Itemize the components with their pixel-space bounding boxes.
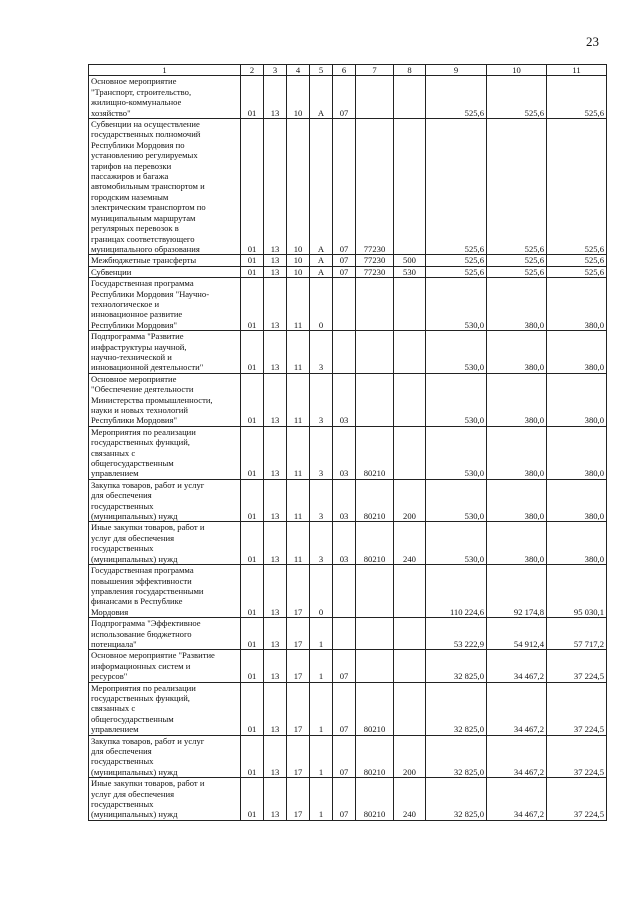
code-cell: 3 [310,522,333,565]
table-row [89,373,607,426]
amount-cell: 380,0 [487,522,547,565]
code-cell: 10 [287,119,310,255]
code-cell [394,426,426,479]
row-name: Основное мероприятие "Развитие информационных систем и ресурсов" [89,650,241,682]
code-cell: 0 [310,278,333,331]
row-name: Подпрограмма "Развитие инфраструктуры научной, научно-технической и инновационной деятельности" [89,331,241,374]
amount-cell: 34 467,2 [487,682,547,735]
code-cell: 1 [310,778,333,821]
code-cell: 13 [264,278,287,331]
code-cell: 80210 [356,522,394,565]
code-cell: А [310,255,333,266]
code-cell: 13 [264,373,287,426]
code-cell [356,565,394,618]
code-cell: 3 [310,426,333,479]
table-row [89,266,607,277]
amount-cell: 57 717,2 [547,618,607,650]
row-name: Иные закупки товаров, работ и услуг для обеспечения государственных (муниципальных) нужд [89,778,241,821]
code-cell: 03 [333,373,356,426]
code-cell: 10 [287,266,310,277]
code-cell [394,373,426,426]
code-cell: 0 [310,565,333,618]
code-cell: 13 [264,682,287,735]
code-cell: 13 [264,426,287,479]
amount-cell: 525,6 [547,76,607,119]
code-cell: 13 [264,650,287,682]
code-cell: 11 [287,479,310,522]
column-header: 11 [547,65,607,76]
code-cell [356,278,394,331]
amount-cell: 380,0 [487,278,547,331]
code-cell: 13 [264,255,287,266]
code-cell: 13 [264,266,287,277]
code-cell: 01 [241,373,264,426]
amount-cell: 34 467,2 [487,735,547,778]
row-name: Государственная программа повышения эффективности управления государственными финансами в Республике Мордовия [89,565,241,618]
code-cell: 17 [287,650,310,682]
code-cell: 3 [310,331,333,374]
code-cell: 240 [394,522,426,565]
amount-cell: 525,6 [426,76,487,119]
column-header: 5 [310,65,333,76]
code-cell: 13 [264,778,287,821]
code-cell: 17 [287,565,310,618]
code-cell: 200 [394,735,426,778]
column-header: 1 [89,65,241,76]
code-cell: 01 [241,255,264,266]
code-cell [333,565,356,618]
code-cell: 01 [241,331,264,374]
amount-cell: 525,6 [426,266,487,277]
amount-cell: 32 825,0 [426,735,487,778]
amount-cell: 525,6 [487,255,547,266]
table-row [89,426,607,479]
amount-cell: 54 912,4 [487,618,547,650]
code-cell: 17 [287,735,310,778]
column-header: 3 [264,65,287,76]
code-cell: 77230 [356,255,394,266]
code-cell: 80210 [356,426,394,479]
code-cell [394,618,426,650]
amount-cell: 530,0 [426,522,487,565]
amount-cell: 530,0 [426,426,487,479]
row-name: Закупка товаров, работ и услуг для обеспечения государственных (муниципальных) нужд [89,735,241,778]
amount-cell: 32 825,0 [426,778,487,821]
code-cell [394,331,426,374]
code-cell [394,650,426,682]
code-cell: 3 [310,479,333,522]
code-cell: 13 [264,331,287,374]
code-cell: 01 [241,565,264,618]
code-cell: 500 [394,255,426,266]
code-cell [356,331,394,374]
amount-cell: 37 224,5 [547,735,607,778]
amount-cell: 530,0 [426,278,487,331]
table-row [89,565,607,618]
code-cell: 07 [333,778,356,821]
code-cell: 01 [241,522,264,565]
code-cell: 01 [241,119,264,255]
page-number: 23 [586,34,599,49]
code-cell [394,76,426,119]
code-cell: 80210 [356,682,394,735]
code-cell: 07 [333,682,356,735]
amount-cell: 530,0 [426,331,487,374]
code-cell: 01 [241,650,264,682]
row-name: Межбюджетные трансферты [89,255,241,266]
column-header: 2 [241,65,264,76]
row-name: Основное мероприятие "Обеспечение деятельности Министерства промышленности, науки и новых технологий Республики Мордовия" [89,373,241,426]
amount-cell: 525,6 [426,119,487,255]
budget-table [88,64,607,821]
amount-cell: 380,0 [487,331,547,374]
table-row [89,119,607,255]
code-cell [356,373,394,426]
table-header-row [89,65,607,76]
table-row [89,682,607,735]
amount-cell: 380,0 [547,331,607,374]
amount-cell: 32 825,0 [426,682,487,735]
table-row [89,778,607,821]
code-cell: 01 [241,278,264,331]
amount-cell: 95 030,1 [547,565,607,618]
amount-cell: 530,0 [426,373,487,426]
amount-cell: 525,6 [487,76,547,119]
code-cell [356,650,394,682]
table-row [89,522,607,565]
code-cell: 17 [287,618,310,650]
amount-cell: 380,0 [547,479,607,522]
column-header: 8 [394,65,426,76]
code-cell: 11 [287,426,310,479]
code-cell [333,278,356,331]
code-cell: А [310,266,333,277]
column-header: 4 [287,65,310,76]
code-cell: 13 [264,735,287,778]
code-cell: 03 [333,522,356,565]
code-cell: 11 [287,522,310,565]
table-row [89,650,607,682]
table-row [89,255,607,266]
row-name: Основное мероприятие "Транспорт, строительство, жилищно-коммунальное хозяйство" [89,76,241,119]
amount-cell: 525,6 [547,255,607,266]
code-cell: 11 [287,278,310,331]
table-row [89,331,607,374]
code-cell: 07 [333,119,356,255]
code-cell: А [310,119,333,255]
row-name: Закупка товаров, работ и услуг для обеспечения государственных (муниципальных) нужд [89,479,241,522]
code-cell: 07 [333,255,356,266]
table-row [89,479,607,522]
row-name: Иные закупки товаров, работ и услуг для обеспечения государственных (муниципальных) нужд [89,522,241,565]
code-cell [333,331,356,374]
code-cell: 13 [264,565,287,618]
code-cell: 13 [264,119,287,255]
amount-cell: 37 224,5 [547,778,607,821]
code-cell: 530 [394,266,426,277]
code-cell: 13 [264,618,287,650]
amount-cell: 37 224,5 [547,650,607,682]
row-name: Подпрограмма "Эффективное использование бюджетного потенциала" [89,618,241,650]
code-cell: 200 [394,479,426,522]
amount-cell: 32 825,0 [426,650,487,682]
code-cell: 77230 [356,266,394,277]
amount-cell: 380,0 [487,373,547,426]
row-name: Мероприятия по реализации государственных функций, связанных с общегосударственным управлением [89,426,241,479]
code-cell: 13 [264,522,287,565]
code-cell: 17 [287,778,310,821]
amount-cell: 380,0 [547,373,607,426]
amount-cell: 525,6 [487,266,547,277]
amount-cell: 525,6 [547,119,607,255]
code-cell: 01 [241,735,264,778]
code-cell: 01 [241,266,264,277]
code-cell: 80210 [356,479,394,522]
code-cell: 13 [264,76,287,119]
code-cell [394,119,426,255]
amount-cell: 380,0 [547,278,607,331]
code-cell: 07 [333,650,356,682]
code-cell [356,618,394,650]
code-cell: 10 [287,255,310,266]
code-cell: 80210 [356,735,394,778]
code-cell [333,618,356,650]
amount-cell: 380,0 [547,426,607,479]
code-cell: 1 [310,650,333,682]
table-row [89,278,607,331]
code-cell: 1 [310,618,333,650]
amount-cell: 525,6 [426,255,487,266]
amount-cell: 380,0 [487,479,547,522]
code-cell [356,76,394,119]
row-name: Субвенции [89,266,241,277]
amount-cell: 530,0 [426,479,487,522]
row-name: Государственная программа Республики Мордовия "Научно- технологическое и инновационное развитие Республики Мордовия" [89,278,241,331]
amount-cell: 34 467,2 [487,778,547,821]
amount-cell: 53 222,9 [426,618,487,650]
code-cell: 03 [333,426,356,479]
code-cell: 01 [241,618,264,650]
row-name: Субвенции на осуществление государственных полномочий Республики Мордовия по установлению регулируемых тарифов на перевозки пассажиров и багажа автомобильным транспортом и городским наземным электрическим транспортом по муниципальным маршрутам регулярных перевозок в границах соответствующего муниципального образования [89,119,241,255]
code-cell: 11 [287,373,310,426]
code-cell: 1 [310,735,333,778]
amount-cell: 525,6 [547,266,607,277]
row-name: Мероприятия по реализации государственных функций, связанных с общегосударственным управлением [89,682,241,735]
code-cell: 80210 [356,778,394,821]
code-cell: 11 [287,331,310,374]
code-cell: А [310,76,333,119]
code-cell: 01 [241,479,264,522]
code-cell: 1 [310,682,333,735]
amount-cell: 380,0 [547,522,607,565]
code-cell: 01 [241,682,264,735]
code-cell: 17 [287,682,310,735]
code-cell: 240 [394,778,426,821]
code-cell [394,682,426,735]
table-row [89,618,607,650]
code-cell [394,278,426,331]
table-row [89,735,607,778]
code-cell: 13 [264,479,287,522]
code-cell: 01 [241,778,264,821]
column-header: 6 [333,65,356,76]
amount-cell: 34 467,2 [487,650,547,682]
column-header: 10 [487,65,547,76]
code-cell: 03 [333,479,356,522]
amount-cell: 37 224,5 [547,682,607,735]
amount-cell: 110 224,6 [426,565,487,618]
code-cell: 77230 [356,119,394,255]
amount-cell: 525,6 [487,119,547,255]
table-row [89,76,607,119]
code-cell [394,565,426,618]
code-cell: 10 [287,76,310,119]
code-cell: 07 [333,266,356,277]
column-header: 7 [356,65,394,76]
amount-cell: 92 174,8 [487,565,547,618]
code-cell: 01 [241,76,264,119]
code-cell: 07 [333,735,356,778]
amount-cell: 380,0 [487,426,547,479]
code-cell: 01 [241,426,264,479]
column-header: 9 [426,65,487,76]
code-cell: 3 [310,373,333,426]
code-cell: 07 [333,76,356,119]
